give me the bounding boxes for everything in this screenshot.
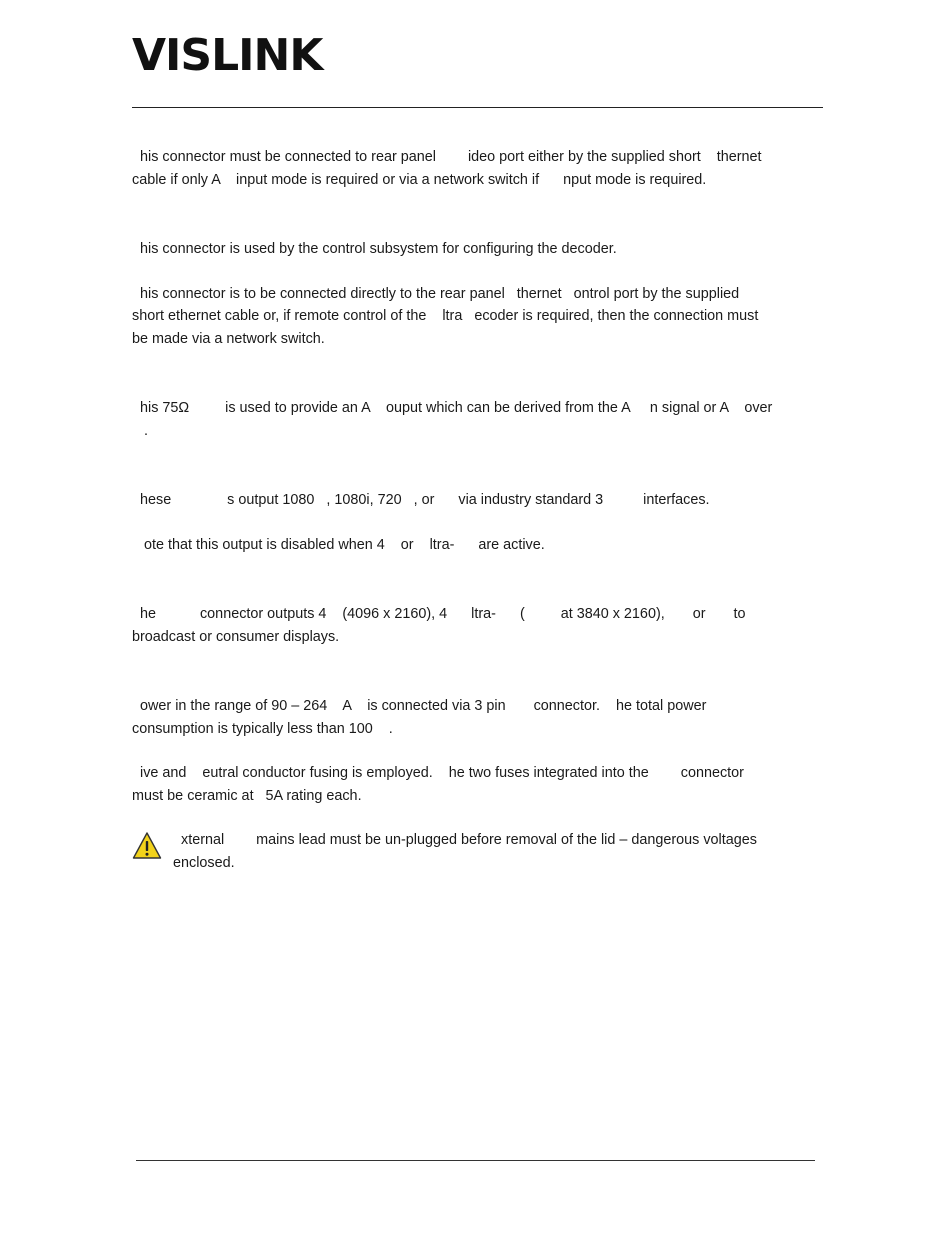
section-control-port [132,238,822,350]
paragraph: hese s output 1080 , 1080i, 720 , or via industry standard 3 interfaces. [132,492,710,508]
warning-notice [132,829,822,874]
header-divider [132,107,823,108]
warning-triangle-icon [132,831,162,861]
paragraph: he connector outputs 4 (4096 x 2160), 4 ltra- ( at 3840 x 2160), or to broadcast or consumer displays. [132,606,746,645]
page-content [132,146,822,874]
section-hdmi-output [132,603,822,648]
paragraph: his 75Ω is used to provide an A ouput which can be derived from the A n signal or A over . [140,400,773,439]
paragraph: ower in the range of 90 – 264 A is connected via 3 pin connector. he total power consumption is typically less than 100 . [132,698,707,737]
warning-text: xternal mains lead must be un-plugged before removal of the lid – dangerous voltages enclosed. [173,832,757,871]
paragraph: his connector is used by the control subsystem for configuring the decoder. [132,241,617,257]
footer-divider [136,1160,815,1161]
section-sdi-outputs [132,489,822,556]
paragraph: his connector must be connected to rear panel ideo port either by the supplied short thernet cable if only A input mode is required or via a network switch if nput mode is required. [132,149,762,188]
paragraph: ive and eutral conductor fusing is employed. he two fuses integrated into the connector must be ceramic at 5A rating each. [132,765,744,804]
section-video-port [132,146,822,191]
paragraph: ote that this output is disabled when 4 or ltra- are active. [132,536,545,553]
vislink-logo: VISLINK [132,30,323,81]
section-power [132,695,822,807]
paragraph: his connector is to be connected directly to the rear panel thernet ontrol port by the supplied short ethernet cable or, if remote control of the ltra ecoder is required, then the connection must be made via a network switch. [132,285,759,347]
section-bnc-output [132,397,822,442]
